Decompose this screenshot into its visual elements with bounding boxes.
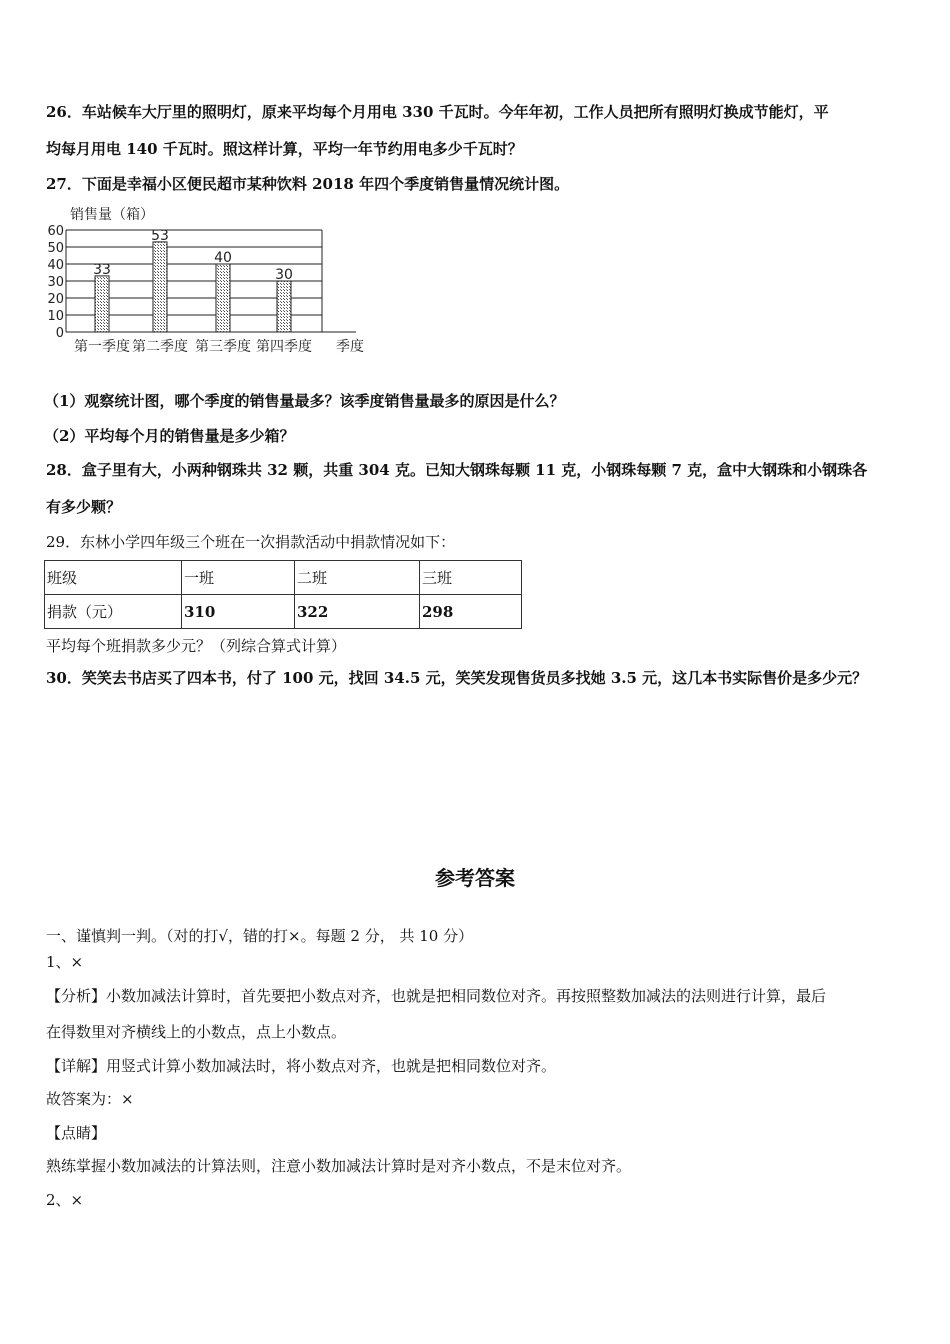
q26-line2: 均每月用电 140 千瓦时。照这样计算，平均一年节约用电多少千瓦时？ [46, 140, 523, 158]
q28-line1: 28．盒子里有大，小两种钢珠共 32 颗，共重 304 克。已知大钢珠每颗 11 克，小钢珠每颗 7 克，盒中大钢珠和小钢珠各 [46, 461, 868, 479]
answers-section-1: 一、谨慎判一判。（对的打√，错的打×。每题 2 分， 共 10 分） [46, 927, 474, 945]
bar-3 [216, 264, 230, 332]
cell-class1-amount: 310 [182, 595, 295, 629]
bar-value-label-4: 30 [275, 267, 293, 283]
x-tick-label-1: 第一季度 [74, 339, 130, 355]
bar-value-label-1: 33 [93, 261, 111, 278]
bar-2 [153, 242, 167, 332]
x-tick-label-2: 第二季度 [132, 339, 188, 355]
tip-line: 熟练掌握小数加减法的计算法则，注意小数加减法计算时是对齐小数点，不是末位对齐。 [46, 1157, 632, 1175]
answer-1: 1、× [46, 953, 84, 971]
y-tick-label-50: 50 [47, 241, 64, 256]
y-tick-label-40: 40 [47, 258, 64, 273]
result-line: 故答案为：× [46, 1090, 134, 1108]
bar-value-label-2: 53 [151, 227, 169, 244]
q30-line1: 30．笑笑去书店买了四本书，付了 100 元，找回 34.5 元，笑笑发现售货员多找她 3.5 元，这几本书实际售价是多少元？ [46, 669, 868, 687]
cell-class2-amount: 322 [295, 595, 420, 629]
cell-class3-amount: 298 [420, 595, 522, 629]
x-tick-label-4: 第四季度 [256, 339, 312, 355]
table-row [45, 595, 522, 629]
chart-x-axis-label: 季度 [336, 339, 364, 355]
q27-sub2: （2）平均每个月的销售量是多少箱？ [44, 427, 295, 445]
header-cell-class3: 三班 [420, 561, 522, 595]
y-tick-label-20: 20 [47, 292, 64, 307]
sales-bar-chart [44, 200, 374, 360]
bar-4 [277, 281, 291, 332]
row-label-donation: 捐款（元） [45, 595, 182, 629]
header-cell-class: 班级 [45, 561, 182, 595]
header-cell-class1: 一班 [182, 561, 295, 595]
q27-sub1: （1）观察统计图，哪个季度的销售量最多？该季度销售量最多的原因是什么？ [44, 392, 565, 410]
table-header-row [45, 561, 522, 595]
header-cell-class2: 二班 [295, 561, 420, 595]
bar-value-label-3: 40 [214, 250, 232, 266]
tip-label: 【点睛】 [46, 1124, 107, 1142]
chart-bars [93, 228, 293, 332]
chart-x-ticks [74, 338, 312, 355]
q28-line2: 有多少颗？ [46, 498, 122, 516]
y-tick-label-10: 10 [47, 309, 64, 324]
detail-line: 【详解】用竖式计算小数加减法时，将小数点对齐，也就是把相同数位对齐。 [46, 1057, 557, 1075]
x-tick-label-3: 第三季度 [195, 339, 251, 355]
chart-y-ticks [47, 224, 64, 341]
q29-question: 平均每个班捐款多少元？（列综合算式计算） [46, 637, 347, 655]
q29-intro: 29．东林小学四年级三个班在一次捐款活动中捐款情况如下： [46, 533, 456, 551]
chart-y-axis-label: 销售量（箱） [70, 207, 154, 223]
q27-intro: 27．下面是幸福小区便民超市某种饮料 2018 年四个季度销售量情况统计图。 [46, 175, 570, 193]
bar-1 [95, 276, 109, 332]
analysis-line2: 在得数里对齐横线上的小数点，点上小数点。 [46, 1023, 347, 1041]
analysis-line1: 【分析】小数加减法计算时，首先要把小数点对齐，也就是把相同数位对齐。再按照整数加减法的法则进行计算，最后 [46, 987, 827, 1005]
y-tick-label-30: 30 [47, 275, 64, 290]
answers-title: 参考答案 [435, 866, 515, 890]
q26-line1: 26．车站候车大厅里的照明灯，原来平均每个月用电 330 千瓦时。今年年初，工作人员把所有照明灯换成节能灯，平 [46, 103, 829, 121]
answer-2: 2、× [46, 1191, 84, 1209]
donation-table [44, 560, 522, 629]
y-tick-label-0: 0 [55, 326, 64, 341]
y-tick-label-60: 60 [47, 224, 64, 239]
